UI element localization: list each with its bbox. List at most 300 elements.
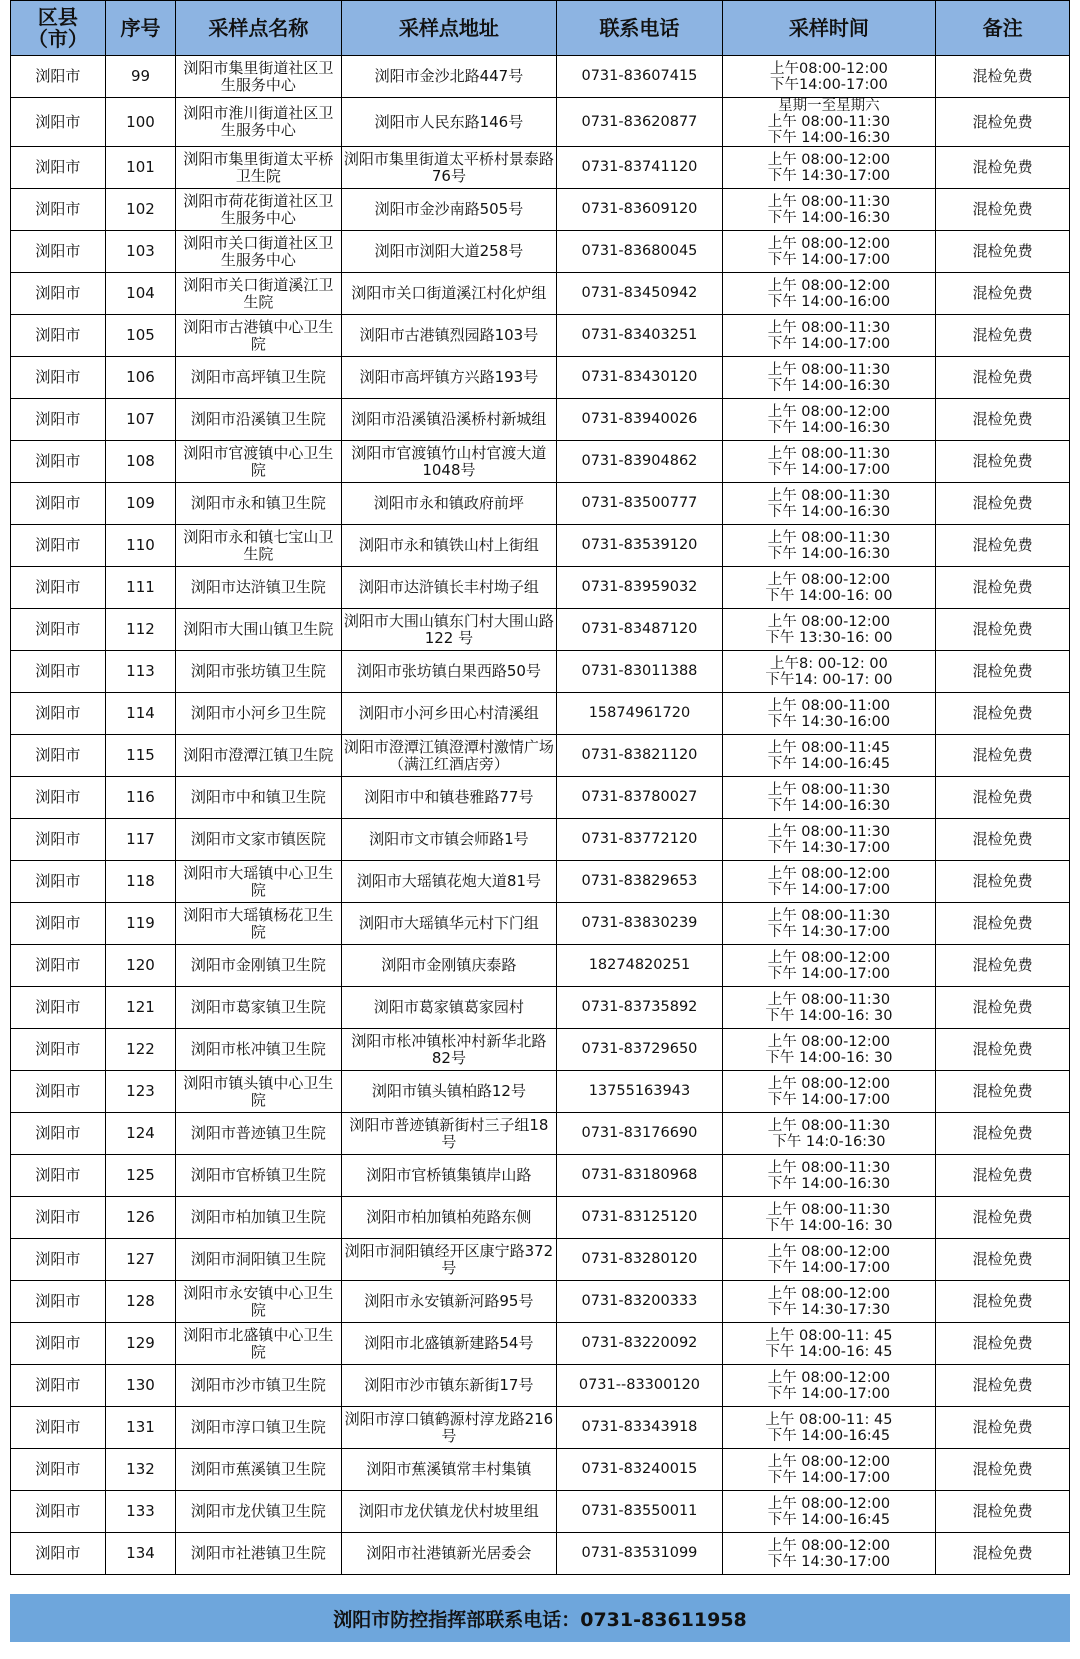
cell-sampling-time: 上午 08:00-12:00 下午 14:30-17:00: [722, 1533, 936, 1575]
cell-district: 浏阳市: [11, 98, 106, 147]
table-row: [11, 693, 1070, 735]
cell-site-name: 浏阳市小河乡卫生院: [176, 693, 341, 735]
cell-district: 浏阳市: [11, 1407, 106, 1449]
table-row: [11, 231, 1070, 273]
cell-serial: 121: [105, 987, 176, 1029]
cell-serial: 114: [105, 693, 176, 735]
cell-remark: 混检免费: [936, 315, 1070, 357]
cell-sampling-time: 上午 08:00-12:00 下午 14:30-17:30: [722, 1281, 936, 1323]
sampling-sites-table: [10, 0, 1070, 1575]
cell-remark: 混检免费: [936, 903, 1070, 945]
table-row: [11, 147, 1070, 189]
table-row: [11, 56, 1070, 98]
cell-remark: 混检免费: [936, 1281, 1070, 1323]
cell-serial: 126: [105, 1197, 176, 1239]
table-row: [11, 1365, 1070, 1407]
cell-remark: 混检免费: [936, 1071, 1070, 1113]
cell-remark: 混检免费: [936, 1113, 1070, 1155]
table-row: [11, 273, 1070, 315]
cell-phone: 0731-83487120: [557, 609, 722, 651]
cell-phone: 0731-83200333: [557, 1281, 722, 1323]
cell-site-address: 浏阳市永和镇铁山村上街组: [341, 525, 557, 567]
cell-serial: 122: [105, 1029, 176, 1071]
cell-sampling-time: 上午 08:00-11:30 下午 14:00-16:30: [722, 189, 936, 231]
cell-remark: 混检免费: [936, 1029, 1070, 1071]
cell-serial: 123: [105, 1071, 176, 1113]
cell-serial: 117: [105, 819, 176, 861]
cell-phone: 13755163943: [557, 1071, 722, 1113]
cell-district: 浏阳市: [11, 861, 106, 903]
header-remark: 备注: [936, 1, 1070, 56]
cell-district: 浏阳市: [11, 945, 106, 987]
cell-serial: 131: [105, 1407, 176, 1449]
cell-serial: 132: [105, 1449, 176, 1491]
cell-sampling-time: 上午 08:00-12:00 下午 13:30-16: 00: [722, 609, 936, 651]
cell-site-address: 浏阳市柏加镇柏苑路东侧: [341, 1197, 557, 1239]
cell-district: 浏阳市: [11, 56, 106, 98]
cell-site-address: 浏阳市淳口镇鹤源村淳龙路216号: [341, 1407, 557, 1449]
cell-serial: 112: [105, 609, 176, 651]
cell-district: 浏阳市: [11, 819, 106, 861]
cell-serial: 100: [105, 98, 176, 147]
cell-sampling-time: 上午 08:00-11:30 下午 14:30-17:00: [722, 819, 936, 861]
cell-remark: 混检免费: [936, 1155, 1070, 1197]
cell-serial: 134: [105, 1533, 176, 1575]
cell-remark: 混检免费: [936, 693, 1070, 735]
cell-sampling-time: 上午8: 00-12: 00 下午14: 00-17: 00: [722, 651, 936, 693]
cell-district: 浏阳市: [11, 1323, 106, 1365]
header-row: [11, 1, 1070, 56]
cell-phone: 0731--83300120: [557, 1365, 722, 1407]
cell-site-name: 浏阳市达浒镇卫生院: [176, 567, 341, 609]
header-district: 区县 （市）: [11, 1, 106, 56]
cell-sampling-time: 上午 08:00-12:00 下午 14:00-17:00: [722, 1365, 936, 1407]
cell-sampling-time: 上午 08:00-12:00 下午 14:00-17:00: [722, 1239, 936, 1281]
cell-district: 浏阳市: [11, 567, 106, 609]
cell-serial: 120: [105, 945, 176, 987]
cell-remark: 混检免费: [936, 819, 1070, 861]
cell-remark: 混检免费: [936, 231, 1070, 273]
table-row: [11, 1491, 1070, 1533]
cell-serial: 115: [105, 735, 176, 777]
table-row: [11, 525, 1070, 567]
cell-sampling-time: 上午 08:00-12:00 下午 14:00-17:00: [722, 1071, 936, 1113]
cell-sampling-time: 上午 08:00-12:00 下午 14:00-16: 00: [722, 567, 936, 609]
table-row: [11, 651, 1070, 693]
cell-phone: 0731-83450942: [557, 273, 722, 315]
cell-phone: 0731-83531099: [557, 1533, 722, 1575]
cell-district: 浏阳市: [11, 399, 106, 441]
cell-district: 浏阳市: [11, 1197, 106, 1239]
cell-sampling-time: 上午 08:00-12:00 下午 14:30-17:00: [722, 147, 936, 189]
cell-district: 浏阳市: [11, 1113, 106, 1155]
cell-phone: 0731-83176690: [557, 1113, 722, 1155]
cell-district: 浏阳市: [11, 231, 106, 273]
cell-site-address: 浏阳市大围山镇东门村大围山路122 号: [341, 609, 557, 651]
cell-phone: 0731-83680045: [557, 231, 722, 273]
cell-sampling-time: 上午 08:00-11:30 下午 14:00-17:00: [722, 441, 936, 483]
table-row: [11, 1197, 1070, 1239]
cell-site-name: 浏阳市中和镇卫生院: [176, 777, 341, 819]
table-row: [11, 609, 1070, 651]
cell-site-address: 浏阳市洞阳镇经开区康宁路372号: [341, 1239, 557, 1281]
cell-serial: 118: [105, 861, 176, 903]
cell-remark: 混检免费: [936, 777, 1070, 819]
cell-serial: 128: [105, 1281, 176, 1323]
cell-site-name: 浏阳市沿溪镇卫生院: [176, 399, 341, 441]
table-row: [11, 819, 1070, 861]
cell-serial: 111: [105, 567, 176, 609]
cell-phone: 0731-83772120: [557, 819, 722, 861]
cell-site-name: 浏阳市大围山镇卫生院: [176, 609, 341, 651]
cell-site-address: 浏阳市大瑶镇花炮大道81号: [341, 861, 557, 903]
cell-phone: 0731-83609120: [557, 189, 722, 231]
cell-site-name: 浏阳市永和镇卫生院: [176, 483, 341, 525]
cell-serial: 102: [105, 189, 176, 231]
cell-sampling-time: 上午 08:00-11:30 下午 14:0-16:30: [722, 1113, 936, 1155]
cell-district: 浏阳市: [11, 693, 106, 735]
cell-remark: 混检免费: [936, 273, 1070, 315]
cell-site-address: 浏阳市集里街道太平桥村景泰路76号: [341, 147, 557, 189]
cell-sampling-time: 星期一至星期六 上午 08:00-11:30 下午 14:00-16:30: [722, 98, 936, 147]
cell-remark: 混检免费: [936, 609, 1070, 651]
cell-site-name: 浏阳市集里街道社区卫生服务中心: [176, 56, 341, 98]
cell-site-address: 浏阳市金沙南路505号: [341, 189, 557, 231]
cell-phone: 0731-83240015: [557, 1449, 722, 1491]
cell-site-name: 浏阳市普迹镇卫生院: [176, 1113, 341, 1155]
cell-serial: 109: [105, 483, 176, 525]
cell-phone: 0731-83904862: [557, 441, 722, 483]
cell-site-name: 浏阳市枨冲镇卫生院: [176, 1029, 341, 1071]
cell-district: 浏阳市: [11, 903, 106, 945]
cell-site-name: 浏阳市柏加镇卫生院: [176, 1197, 341, 1239]
cell-remark: 混检免费: [936, 98, 1070, 147]
cell-phone: 0731-83539120: [557, 525, 722, 567]
cell-sampling-time: 上午 08:00-12:00 下午 14:00-17:00: [722, 1449, 936, 1491]
cell-sampling-time: 上午 08:00-12:00 下午 14:00-16: 30: [722, 1029, 936, 1071]
cell-phone: 0731-83125120: [557, 1197, 722, 1239]
sampling-sites-table-wrapper: [10, 0, 1070, 1575]
cell-site-name: 浏阳市永安镇中心卫生院: [176, 1281, 341, 1323]
cell-site-address: 浏阳市蕉溪镇常丰村集镇: [341, 1449, 557, 1491]
cell-sampling-time: 上午 08:00-12:00 下午 14:00-16:30: [722, 399, 936, 441]
cell-district: 浏阳市: [11, 1449, 106, 1491]
cell-phone: 0731-83180968: [557, 1155, 722, 1197]
cell-sampling-time: 上午 08:00-12:00 下午 14:00-17:00: [722, 861, 936, 903]
cell-remark: 混检免费: [936, 189, 1070, 231]
table-row: [11, 98, 1070, 147]
cell-site-name: 浏阳市高坪镇卫生院: [176, 357, 341, 399]
cell-site-name: 浏阳市葛家镇卫生院: [176, 987, 341, 1029]
cell-district: 浏阳市: [11, 441, 106, 483]
table-row: [11, 357, 1070, 399]
cell-site-name: 浏阳市淳口镇卫生院: [176, 1407, 341, 1449]
cell-sampling-time: 上午 08:00-11:30 下午 14:00-17:00: [722, 315, 936, 357]
cell-sampling-time: 上午 08:00-11:00 下午 14:30-16:00: [722, 693, 936, 735]
cell-site-name: 浏阳市洞阳镇卫生院: [176, 1239, 341, 1281]
cell-site-address: 浏阳市金沙北路447号: [341, 56, 557, 98]
cell-remark: 混检免费: [936, 945, 1070, 987]
cell-district: 浏阳市: [11, 1239, 106, 1281]
cell-sampling-time: 上午 08:00-12:00 下午 14:00-16:00: [722, 273, 936, 315]
table-row: [11, 1533, 1070, 1575]
cell-phone: 0731-83821120: [557, 735, 722, 777]
header-site-address: 采样点地址: [341, 1, 557, 56]
cell-site-name: 浏阳市集里街道太平桥卫生院: [176, 147, 341, 189]
table-row: [11, 1281, 1070, 1323]
cell-remark: 混检免费: [936, 987, 1070, 1029]
cell-site-address: 浏阳市葛家镇葛家园村: [341, 987, 557, 1029]
cell-sampling-time: 上午 08:00-12:00 下午 14:00-17:00: [722, 945, 936, 987]
table-row: [11, 1071, 1070, 1113]
cell-site-address: 浏阳市古港镇烈园路103号: [341, 315, 557, 357]
cell-remark: 混检免费: [936, 861, 1070, 903]
table-row: [11, 441, 1070, 483]
cell-sampling-time: 上午 08:00-11: 45 下午 14:00-16:45: [722, 1407, 936, 1449]
cell-sampling-time: 上午 08:00-12:00 下午 14:00-16:45: [722, 1491, 936, 1533]
cell-site-address: 浏阳市普迹镇新街村三子组18号: [341, 1113, 557, 1155]
cell-site-address: 浏阳市镇头镇柏路12号: [341, 1071, 557, 1113]
cell-remark: 混检免费: [936, 357, 1070, 399]
cell-site-address: 浏阳市金刚镇庆泰路: [341, 945, 557, 987]
cell-remark: 混检免费: [936, 483, 1070, 525]
cell-district: 浏阳市: [11, 1071, 106, 1113]
cell-district: 浏阳市: [11, 1365, 106, 1407]
cell-site-address: 浏阳市沿溪镇沿溪桥村新城组: [341, 399, 557, 441]
cell-phone: 0731-83829653: [557, 861, 722, 903]
cell-phone: 18274820251: [557, 945, 722, 987]
cell-remark: 混检免费: [936, 651, 1070, 693]
cell-site-name: 浏阳市古港镇中心卫生院: [176, 315, 341, 357]
cell-phone: 0731-83729650: [557, 1029, 722, 1071]
cell-phone: 0731-83607415: [557, 56, 722, 98]
hotline-footer: 浏阳市防控指挥部联系电话：0731-83611958: [10, 1594, 1070, 1642]
cell-site-name: 浏阳市淮川街道社区卫生服务中心: [176, 98, 341, 147]
header-phone: 联系电话: [557, 1, 722, 56]
cell-site-name: 浏阳市镇头镇中心卫生院: [176, 1071, 341, 1113]
cell-district: 浏阳市: [11, 189, 106, 231]
cell-serial: 103: [105, 231, 176, 273]
cell-district: 浏阳市: [11, 1281, 106, 1323]
cell-sampling-time: 上午 08:00-12:00 下午 14:00-17:00: [722, 231, 936, 273]
cell-site-name: 浏阳市文家市镇医院: [176, 819, 341, 861]
header-serial: 序号: [105, 1, 176, 56]
cell-remark: 混检免费: [936, 1533, 1070, 1575]
cell-serial: 101: [105, 147, 176, 189]
cell-site-address: 浏阳市关口街道溪江村化炉组: [341, 273, 557, 315]
cell-phone: 0731-83280120: [557, 1239, 722, 1281]
cell-remark: 混检免费: [936, 1407, 1070, 1449]
cell-district: 浏阳市: [11, 483, 106, 525]
cell-district: 浏阳市: [11, 315, 106, 357]
cell-site-name: 浏阳市关口街道社区卫生服务中心: [176, 231, 341, 273]
cell-serial: 107: [105, 399, 176, 441]
table-row: [11, 945, 1070, 987]
table-row: [11, 1029, 1070, 1071]
cell-site-address: 浏阳市达浒镇长丰村坳子组: [341, 567, 557, 609]
cell-remark: 混检免费: [936, 1239, 1070, 1281]
cell-district: 浏阳市: [11, 525, 106, 567]
cell-serial: 104: [105, 273, 176, 315]
cell-site-address: 浏阳市龙伏镇龙伏村坡里组: [341, 1491, 557, 1533]
cell-serial: 119: [105, 903, 176, 945]
cell-phone: 0731-83830239: [557, 903, 722, 945]
cell-remark: 混检免费: [936, 525, 1070, 567]
cell-district: 浏阳市: [11, 651, 106, 693]
cell-sampling-time: 上午 08:00-11:30 下午 14:00-16:30: [722, 525, 936, 567]
table-row: [11, 777, 1070, 819]
cell-site-name: 浏阳市大瑶镇中心卫生院: [176, 861, 341, 903]
cell-phone: 0731-83741120: [557, 147, 722, 189]
cell-sampling-time: 上午 08:00-11:30 下午 14:00-16:30: [722, 1155, 936, 1197]
cell-district: 浏阳市: [11, 735, 106, 777]
cell-site-address: 浏阳市张坊镇白果西路50号: [341, 651, 557, 693]
cell-serial: 130: [105, 1365, 176, 1407]
cell-site-name: 浏阳市荷花街道社区卫生服务中心: [176, 189, 341, 231]
table-row: [11, 567, 1070, 609]
cell-phone: 0731-83620877: [557, 98, 722, 147]
cell-district: 浏阳市: [11, 1155, 106, 1197]
cell-district: 浏阳市: [11, 987, 106, 1029]
cell-sampling-time: 上午 08:00-11: 45 下午 14:00-16: 45: [722, 1323, 936, 1365]
cell-site-address: 浏阳市澄潭江镇澄潭村激情广场（满江红酒店旁）: [341, 735, 557, 777]
cell-district: 浏阳市: [11, 1029, 106, 1071]
cell-site-address: 浏阳市文市镇会师路1号: [341, 819, 557, 861]
table-row: [11, 1239, 1070, 1281]
cell-sampling-time: 上午 08:00-11:30 下午 14:00-16:30: [722, 357, 936, 399]
cell-remark: 混检免费: [936, 147, 1070, 189]
cell-phone: 0731-83220092: [557, 1323, 722, 1365]
cell-site-name: 浏阳市关口街道溪江卫生院: [176, 273, 341, 315]
cell-site-name: 浏阳市官桥镇卫生院: [176, 1155, 341, 1197]
cell-serial: 124: [105, 1113, 176, 1155]
cell-sampling-time: 上午08:00-12:00 下午14:00-17:00: [722, 56, 936, 98]
cell-phone: 0731-83780027: [557, 777, 722, 819]
cell-remark: 混检免费: [936, 567, 1070, 609]
cell-phone: 0731-83011388: [557, 651, 722, 693]
cell-site-name: 浏阳市永和镇七宝山卫生院: [176, 525, 341, 567]
cell-phone: 0731-83343918: [557, 1407, 722, 1449]
cell-remark: 混检免费: [936, 1323, 1070, 1365]
cell-serial: 99: [105, 56, 176, 98]
cell-sampling-time: 上午 08:00-11:30 下午 14:30-17:00: [722, 903, 936, 945]
cell-sampling-time: 上午 08:00-11:30 下午 14:00-16:30: [722, 483, 936, 525]
table-row: [11, 315, 1070, 357]
table-row: [11, 1449, 1070, 1491]
cell-sampling-time: 上午 08:00-11:30 下午 14:00-16: 30: [722, 1197, 936, 1239]
table-row: [11, 1155, 1070, 1197]
cell-site-address: 浏阳市永安镇新河路95号: [341, 1281, 557, 1323]
table-row: [11, 399, 1070, 441]
cell-sampling-time: 上午 08:00-11:30 下午 14:00-16:30: [722, 777, 936, 819]
cell-remark: 混检免费: [936, 441, 1070, 483]
cell-phone: 0731-83403251: [557, 315, 722, 357]
cell-site-name: 浏阳市蕉溪镇卫生院: [176, 1449, 341, 1491]
cell-remark: 混检免费: [936, 1491, 1070, 1533]
cell-site-name: 浏阳市北盛镇中心卫生院: [176, 1323, 341, 1365]
header-site-name: 采样点名称: [176, 1, 341, 56]
cell-site-name: 浏阳市大瑶镇杨花卫生院: [176, 903, 341, 945]
cell-site-name: 浏阳市沙市镇卫生院: [176, 1365, 341, 1407]
cell-sampling-time: 上午 08:00-11:30 下午 14:00-16: 30: [722, 987, 936, 1029]
cell-phone: 15874961720: [557, 693, 722, 735]
table-header: [11, 1, 1070, 56]
cell-site-address: 浏阳市官渡镇竹山村官渡大道1048号: [341, 441, 557, 483]
cell-district: 浏阳市: [11, 1491, 106, 1533]
table-row: [11, 903, 1070, 945]
cell-site-address: 浏阳市人民东路146号: [341, 98, 557, 147]
cell-district: 浏阳市: [11, 147, 106, 189]
cell-remark: 混检免费: [936, 399, 1070, 441]
cell-phone: 0731-83550011: [557, 1491, 722, 1533]
cell-site-address: 浏阳市枨冲镇枨冲村新华北路82号: [341, 1029, 557, 1071]
cell-site-address: 浏阳市大瑶镇华元村下门组: [341, 903, 557, 945]
cell-serial: 113: [105, 651, 176, 693]
cell-serial: 127: [105, 1239, 176, 1281]
cell-phone: 0731-83940026: [557, 399, 722, 441]
table-row: [11, 987, 1070, 1029]
table-row: [11, 1323, 1070, 1365]
cell-site-name: 浏阳市官渡镇中心卫生院: [176, 441, 341, 483]
cell-serial: 110: [105, 525, 176, 567]
cell-site-name: 浏阳市社港镇卫生院: [176, 1533, 341, 1575]
cell-serial: 116: [105, 777, 176, 819]
cell-site-address: 浏阳市沙市镇东新街17号: [341, 1365, 557, 1407]
cell-site-address: 浏阳市高坪镇方兴路193号: [341, 357, 557, 399]
cell-sampling-time: 上午 08:00-11:45 下午 14:00-16:45: [722, 735, 936, 777]
cell-serial: 105: [105, 315, 176, 357]
cell-district: 浏阳市: [11, 609, 106, 651]
table-row: [11, 483, 1070, 525]
table-row: [11, 1113, 1070, 1155]
cell-district: 浏阳市: [11, 777, 106, 819]
cell-site-address: 浏阳市北盛镇新建路54号: [341, 1323, 557, 1365]
cell-district: 浏阳市: [11, 273, 106, 315]
cell-site-address: 浏阳市官桥镇集镇岸山路: [341, 1155, 557, 1197]
cell-serial: 125: [105, 1155, 176, 1197]
cell-district: 浏阳市: [11, 357, 106, 399]
cell-remark: 混检免费: [936, 1365, 1070, 1407]
cell-serial: 133: [105, 1491, 176, 1533]
cell-phone: 0731-83959032: [557, 567, 722, 609]
cell-remark: 混检免费: [936, 735, 1070, 777]
table-row: [11, 735, 1070, 777]
cell-remark: 混检免费: [936, 1197, 1070, 1239]
cell-serial: 108: [105, 441, 176, 483]
cell-remark: 混检免费: [936, 56, 1070, 98]
cell-site-name: 浏阳市张坊镇卫生院: [176, 651, 341, 693]
table-body: [11, 56, 1070, 1575]
cell-site-name: 浏阳市金刚镇卫生院: [176, 945, 341, 987]
table-row: [11, 1407, 1070, 1449]
cell-site-name: 浏阳市澄潭江镇卫生院: [176, 735, 341, 777]
cell-district: 浏阳市: [11, 1533, 106, 1575]
table-row: [11, 189, 1070, 231]
cell-site-address: 浏阳市永和镇政府前坪: [341, 483, 557, 525]
header-sampling-time: 采样时间: [722, 1, 936, 56]
cell-phone: 0731-83735892: [557, 987, 722, 1029]
cell-remark: 混检免费: [936, 1449, 1070, 1491]
table-row: [11, 861, 1070, 903]
cell-site-address: 浏阳市浏阳大道258号: [341, 231, 557, 273]
cell-site-address: 浏阳市中和镇巷雅路77号: [341, 777, 557, 819]
cell-serial: 129: [105, 1323, 176, 1365]
cell-phone: 0731-83500777: [557, 483, 722, 525]
cell-serial: 106: [105, 357, 176, 399]
cell-phone: 0731-83430120: [557, 357, 722, 399]
cell-site-address: 浏阳市小河乡田心村清溪组: [341, 693, 557, 735]
cell-site-address: 浏阳市社港镇新光居委会: [341, 1533, 557, 1575]
